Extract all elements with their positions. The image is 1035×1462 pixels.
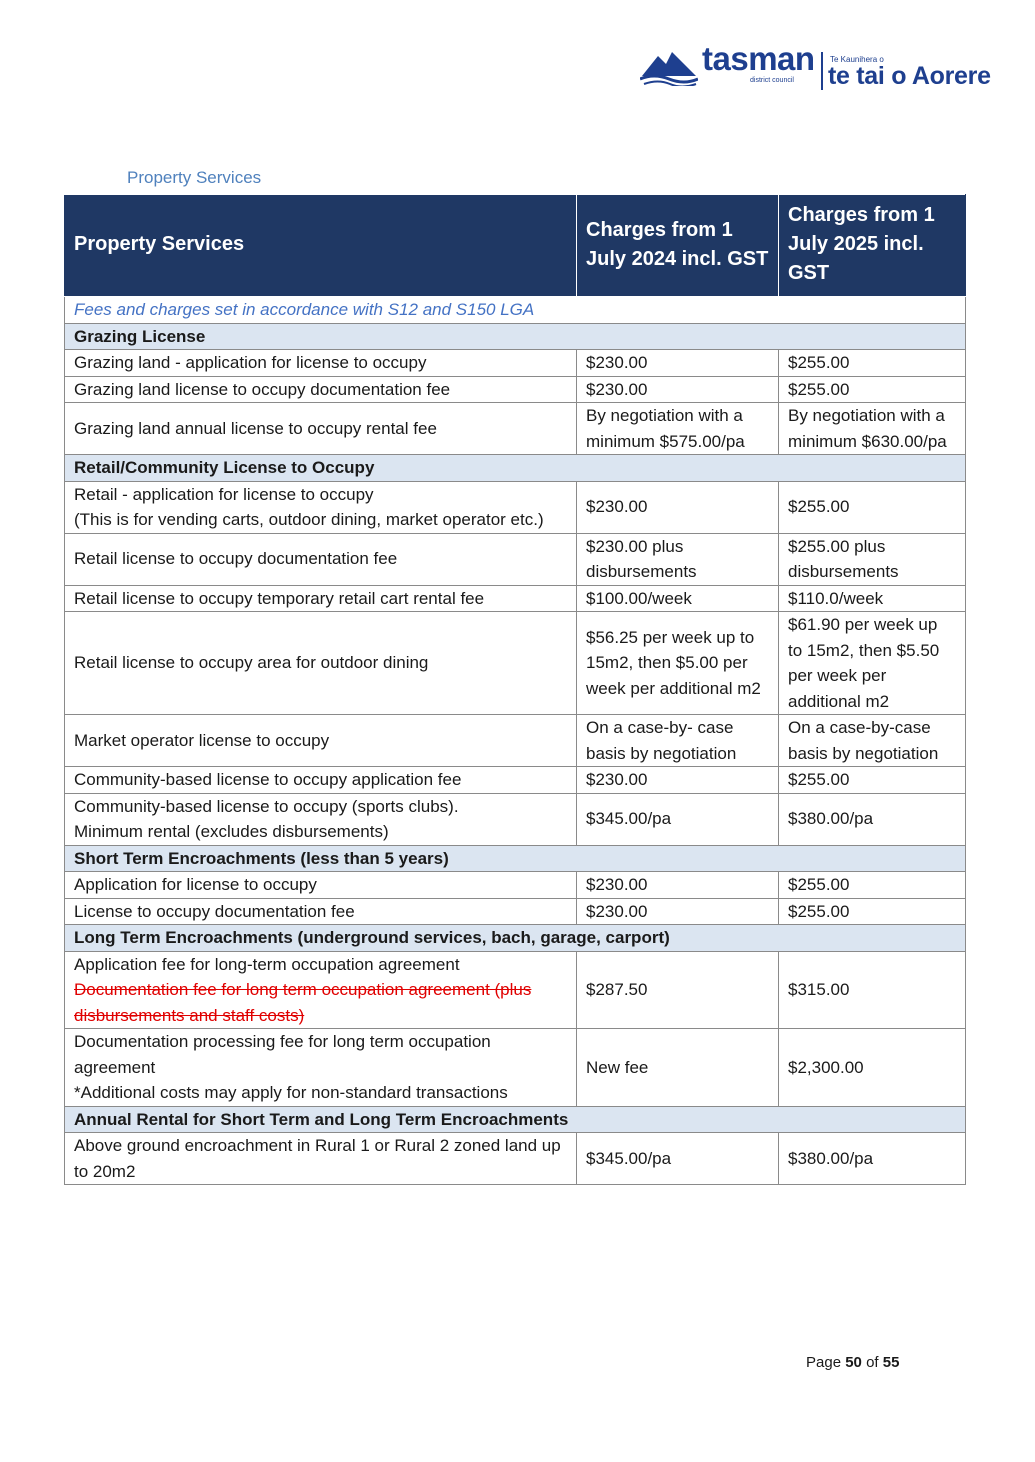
- table-header-row: [65, 195, 966, 297]
- fee-2024-cell: $100.00/week: [577, 585, 779, 612]
- item-cell: Application for license to occupy: [65, 872, 577, 899]
- note-text: Fees and charges set in accordance with S12 and S150 LGA: [65, 297, 966, 324]
- table-row: [65, 481, 966, 533]
- fee-2025-cell: $255.00: [779, 898, 966, 925]
- fee-2025-cell: $2,300.00: [779, 1029, 966, 1107]
- struck-item-text: Documentation fee for long term occupation agreement (plus disbursements and staff costs): [74, 980, 532, 1025]
- fee-2025-cell: $255.00 plus disbursements: [779, 533, 966, 585]
- item-text: Retail - application for license to occupy (This is for vending carts, outdoor dining, market operator etc.): [74, 484, 544, 529]
- section-title: Retail/Community License to Occupy: [65, 455, 966, 482]
- fee-2025-cell: $255.00: [779, 481, 966, 533]
- fee-2024-cell: By negotiation with a minimum $575.00/pa: [577, 403, 779, 455]
- fee-2024-cell: $230.00: [577, 898, 779, 925]
- section-title: Grazing License: [65, 323, 966, 350]
- fee-2025-cell: $61.90 per week up to 15m2, then $5.50 per week per additional m2: [779, 612, 966, 715]
- logo-maori-name: te tai o Aorere: [828, 62, 991, 90]
- header-charges-2024: Charges from 1 July 2024 incl. GST: [577, 195, 779, 297]
- table-row: [65, 951, 966, 1029]
- table-row: [65, 612, 966, 715]
- section-heading-row: [65, 455, 966, 482]
- fee-2025-cell: $110.0/week: [779, 585, 966, 612]
- header-charges-2025: Charges from 1 July 2025 incl. GST: [779, 195, 966, 297]
- item-cell: [65, 481, 577, 533]
- table-row: [65, 350, 966, 377]
- section-heading-row: [65, 845, 966, 872]
- note-row: [65, 297, 966, 324]
- table-row: [65, 872, 966, 899]
- fees-table: [64, 194, 966, 1185]
- item-cell: [65, 1029, 577, 1107]
- logo-brand: tasman: [702, 40, 815, 77]
- item-cell: Retail license to occupy area for outdoor dining: [65, 612, 577, 715]
- logo-brand-subtitle: district council: [750, 77, 794, 84]
- fee-2025-cell: $255.00: [779, 350, 966, 377]
- fee-2024-cell: $345.00/pa: [577, 793, 779, 845]
- fee-2024-cell: $287.50: [577, 951, 779, 1029]
- table-row: [65, 715, 966, 767]
- table-row: [65, 533, 966, 585]
- fee-2024-cell: New fee: [577, 1029, 779, 1107]
- fee-2024-cell: $230.00: [577, 872, 779, 899]
- fee-2024-cell: $230.00: [577, 376, 779, 403]
- table-row: [65, 376, 966, 403]
- item-text: Documentation processing fee for long term occupation agreement *Additional costs may apply for non-standard transactions: [74, 1032, 508, 1102]
- table-row: [65, 585, 966, 612]
- page-label: Page: [806, 1354, 842, 1371]
- section-heading-row: [65, 1106, 966, 1133]
- table-row: [65, 767, 966, 794]
- fee-2024-cell: On a case-by- case basis by negotiation: [577, 715, 779, 767]
- page-number: [806, 1354, 899, 1371]
- table-row: [65, 403, 966, 455]
- section-title: Short Term Encroachments (less than 5 years): [65, 845, 966, 872]
- logo-divider: [821, 52, 823, 90]
- fee-2024-cell: $230.00 plus disbursements: [577, 533, 779, 585]
- council-logo: [640, 42, 1002, 92]
- fee-2025-cell: On a case-by-case basis by negotiation: [779, 715, 966, 767]
- fee-2024-cell: $345.00/pa: [577, 1133, 779, 1185]
- fee-2025-cell: $255.00: [779, 767, 966, 794]
- fee-2025-cell: $315.00: [779, 951, 966, 1029]
- item-cell: License to occupy documentation fee: [65, 898, 577, 925]
- table-row: [65, 1029, 966, 1107]
- item-cell: Above ground encroachment in Rural 1 or Rural 2 zoned land up to 20m2: [65, 1133, 577, 1185]
- page-of: of: [866, 1354, 879, 1371]
- item-cell: Grazing land annual license to occupy rental fee: [65, 403, 577, 455]
- fee-2025-cell: $380.00/pa: [779, 793, 966, 845]
- table-row: [65, 1133, 966, 1185]
- section-caption: Property Services: [127, 168, 262, 187]
- item-text: Application fee for long-term occupation agreement: [74, 954, 460, 974]
- fee-2024-cell: $56.25 per week up to 15m2, then $5.00 per week per additional m2: [577, 612, 779, 715]
- logo-maori-subtitle: Te Kaunihera o: [830, 55, 884, 64]
- fee-2025-cell: $255.00: [779, 376, 966, 403]
- item-cell: Grazing land - application for license to occupy: [65, 350, 577, 377]
- section-title: Annual Rental for Short Term and Long Term Encroachments: [65, 1106, 966, 1133]
- fee-2024-cell: $230.00: [577, 767, 779, 794]
- mountain-logo-icon: [640, 46, 698, 86]
- item-cell: Community-based license to occupy application fee: [65, 767, 577, 794]
- item-cell: [65, 793, 577, 845]
- section-heading-row: [65, 925, 966, 952]
- page-total: 55: [882, 1354, 900, 1371]
- fee-2025-cell: By negotiation with a minimum $630.00/pa: [779, 403, 966, 455]
- page-current: 50: [845, 1354, 862, 1371]
- fee-2024-cell: $230.00: [577, 481, 779, 533]
- item-cell: [65, 951, 577, 1029]
- fee-2025-cell: $255.00: [779, 872, 966, 899]
- item-cell: Market operator license to occupy: [65, 715, 577, 767]
- table-row: [65, 793, 966, 845]
- item-cell: Retail license to occupy documentation fee: [65, 533, 577, 585]
- section-heading-row: [65, 323, 966, 350]
- header-item: Property Services: [65, 195, 577, 297]
- table-row: [65, 898, 966, 925]
- item-text: Community-based license to occupy (sports clubs). Minimum rental (excludes disbursements): [74, 796, 459, 841]
- section-title: Long Term Encroachments (underground services, bach, garage, carport): [65, 925, 966, 952]
- item-cell: Retail license to occupy temporary retail cart rental fee: [65, 585, 577, 612]
- fee-2025-cell: $380.00/pa: [779, 1133, 966, 1185]
- item-cell: Grazing land license to occupy documentation fee: [65, 376, 577, 403]
- fee-2024-cell: $230.00: [577, 350, 779, 377]
